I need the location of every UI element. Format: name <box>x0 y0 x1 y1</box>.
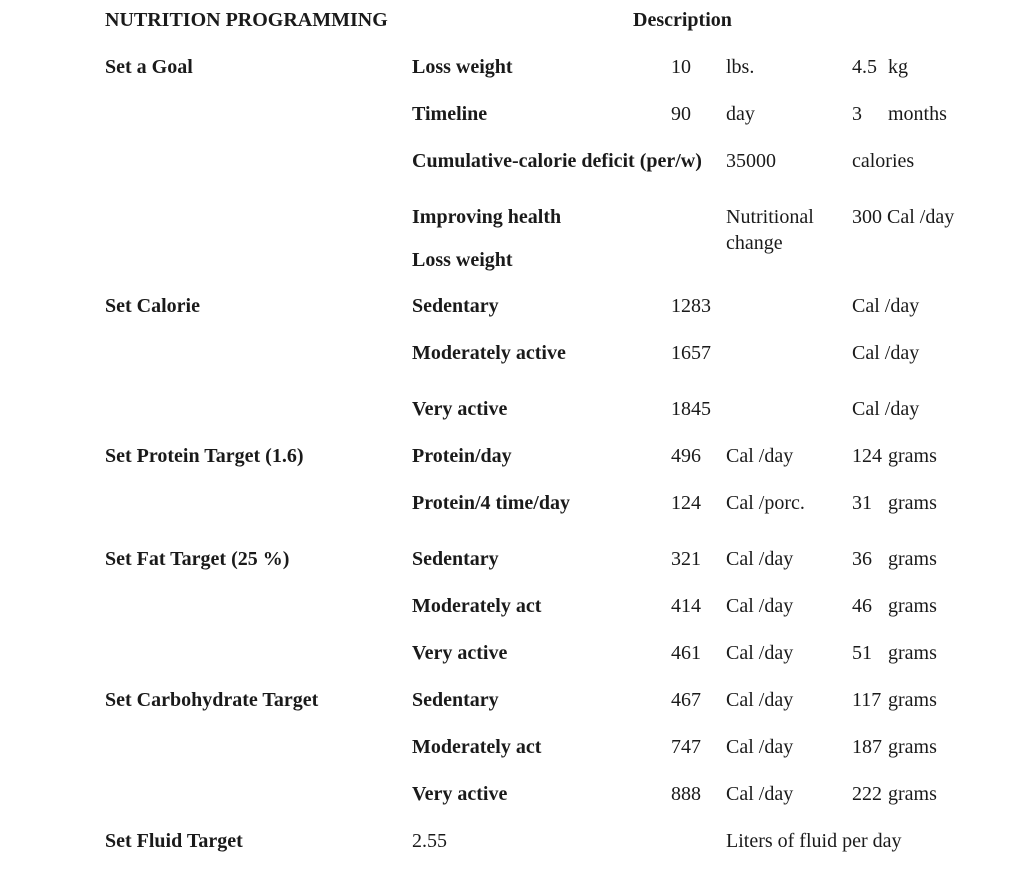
row-value: 90 <box>671 103 691 125</box>
row-value2: 3 <box>852 103 862 125</box>
row-label: Moderately act <box>412 736 542 758</box>
section-protein: Set Protein Target (1.6) <box>105 445 304 467</box>
section-goal: Set a Goal <box>105 56 193 78</box>
row-value: 414 <box>671 595 701 617</box>
row-unit: Liters of fluid per day <box>726 830 902 852</box>
row-unit: Cal /day <box>726 736 794 758</box>
row-label: Moderately act <box>412 595 542 617</box>
row-value: 10 <box>671 56 691 78</box>
row-grams-unit: grams <box>888 783 937 805</box>
row-label: Sedentary <box>412 548 499 570</box>
row-value: 1657 <box>671 342 711 364</box>
row-grams: 51 <box>852 642 872 664</box>
row-value: 300 Cal /day <box>852 206 955 228</box>
row-grams-unit: grams <box>888 492 937 514</box>
row-label: Moderately active <box>412 342 566 364</box>
row-unit: Cal /day <box>726 642 794 664</box>
row-unit: Cal /day <box>726 548 794 570</box>
row-unit: Cal /day <box>726 595 794 617</box>
row-label: Protein/4 time/day <box>412 492 570 514</box>
row-unit: Cal /day <box>852 398 920 420</box>
row-unit: Cal /day <box>852 342 920 364</box>
row-grams: 36 <box>852 548 872 570</box>
row-grams: 117 <box>852 689 882 711</box>
row-grams-unit: grams <box>888 595 937 617</box>
row-value: 321 <box>671 548 701 570</box>
row-value: 35000 <box>726 150 776 172</box>
row-label: Timeline <box>412 103 488 125</box>
page-title: NUTRITION PROGRAMMING <box>105 9 388 31</box>
row-value: 124 <box>671 492 701 514</box>
row-grams-unit: grams <box>888 445 937 467</box>
row-label: Improving health <box>412 206 562 228</box>
row-unit: day <box>726 103 755 125</box>
row-grams: 31 <box>852 492 872 514</box>
row-grams: 222 <box>852 783 882 805</box>
row-value: 461 <box>671 642 701 664</box>
row-label: Protein/day <box>412 445 512 467</box>
row-grams: 46 <box>852 595 872 617</box>
row-value2: 4.5 <box>852 56 877 78</box>
row-value: 1283 <box>671 295 711 317</box>
row-label: Loss weight <box>412 249 513 271</box>
row-label: Sedentary <box>412 295 499 317</box>
row-unit: Cal /day <box>726 783 794 805</box>
row-unit: Cal /day <box>726 689 794 711</box>
row-value: 467 <box>671 689 701 711</box>
row-grams: 124 <box>852 445 882 467</box>
row-value: 2.55 <box>412 830 447 852</box>
row-unit: Cal /day <box>726 445 794 467</box>
section-fat: Set Fat Target (25 %) <box>105 548 290 570</box>
row-grams: 187 <box>852 736 882 758</box>
row-grams-unit: grams <box>888 689 937 711</box>
description-header: Description <box>633 9 732 31</box>
row-value: 747 <box>671 736 701 758</box>
row-note: Nutritional change <box>726 206 814 254</box>
row-unit2: kg <box>888 56 908 78</box>
section-fluid: Set Fluid Target <box>105 830 243 852</box>
row-value: 888 <box>671 783 701 805</box>
row-unit2: months <box>888 103 947 125</box>
section-calorie: Set Calorie <box>105 295 200 317</box>
row-value: 1845 <box>671 398 711 420</box>
row-label: Sedentary <box>412 689 499 711</box>
row-grams-unit: grams <box>888 642 937 664</box>
row-value: 496 <box>671 445 701 467</box>
row-unit: calories <box>852 150 915 172</box>
row-unit: Cal /day <box>852 295 920 317</box>
row-unit: lbs. <box>726 56 755 78</box>
section-carbohydrate: Set Carbohydrate Target <box>105 689 319 711</box>
row-label: Very active <box>412 642 508 664</box>
row-grams-unit: grams <box>888 548 937 570</box>
row-unit: Cal /porc. <box>726 492 805 514</box>
row-label: Cumulative-calorie deficit (per/w) <box>412 150 702 172</box>
row-label: Very active <box>412 398 508 420</box>
row-label: Loss weight <box>412 56 513 78</box>
row-grams-unit: grams <box>888 736 937 758</box>
row-label: Very active <box>412 783 508 805</box>
